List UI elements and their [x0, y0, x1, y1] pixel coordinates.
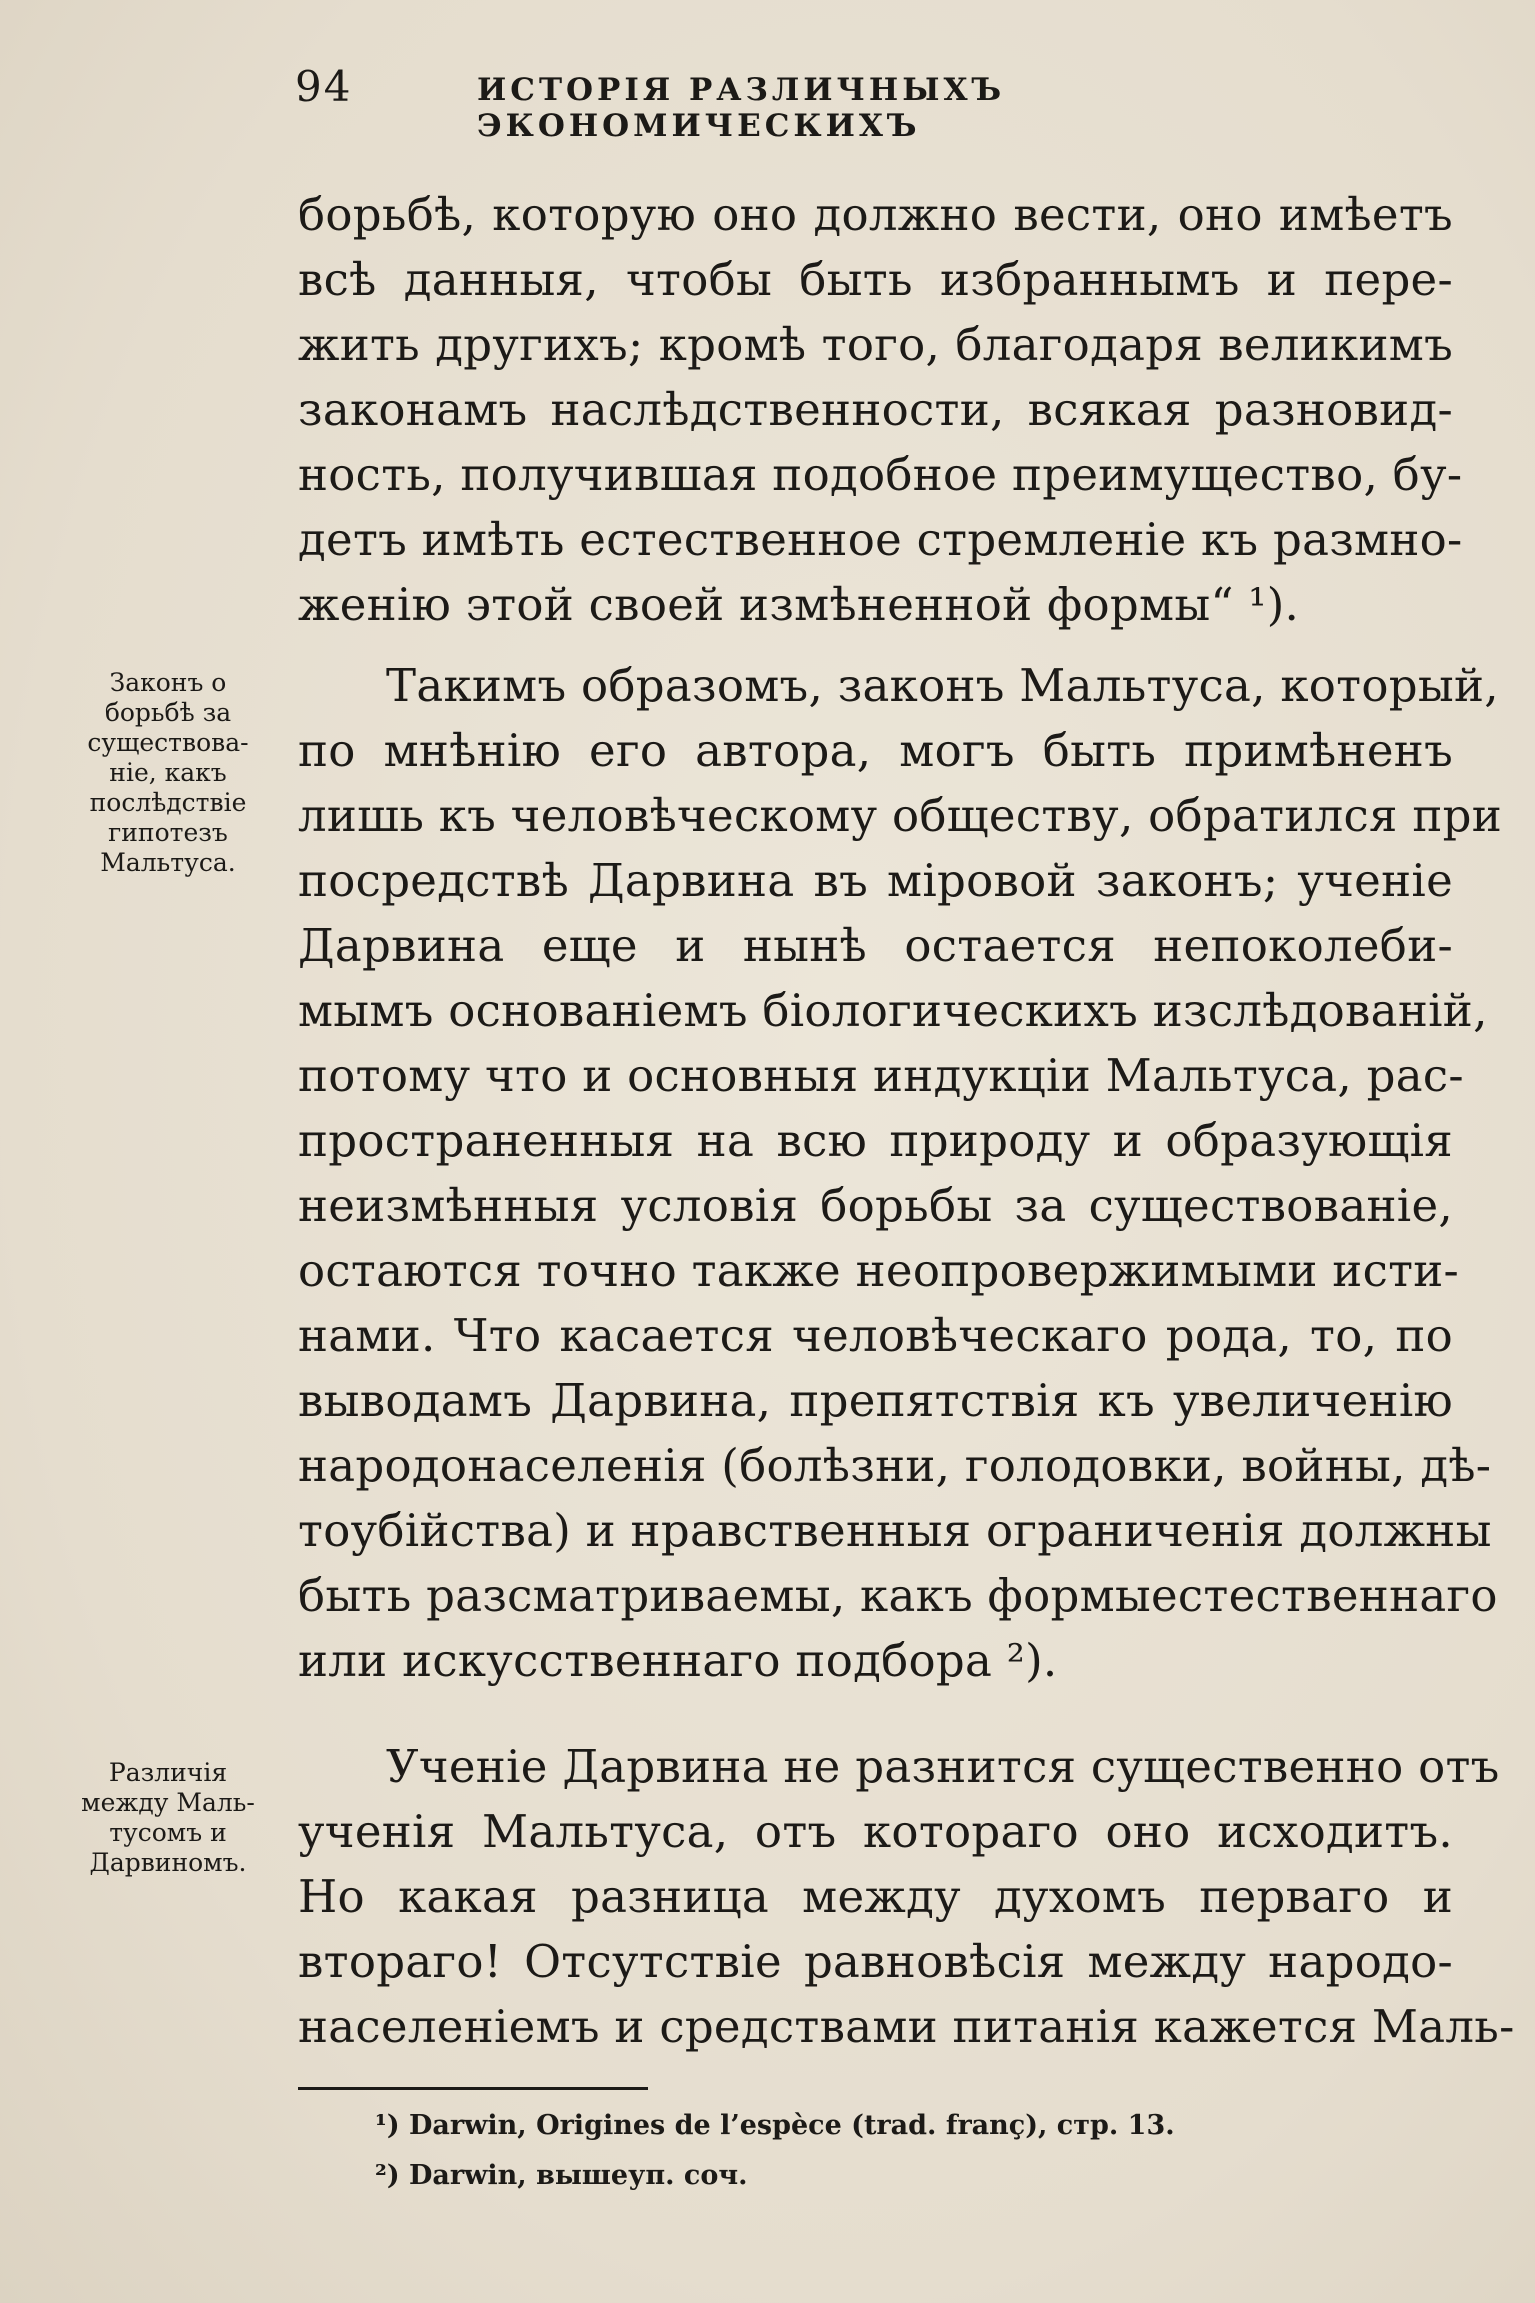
running-head: ИСТОРІЯ РАЗЛИЧНЫХЪ ЭКОНОМИЧЕСКИХЪ [477, 72, 1006, 144]
margin-note-line: Различія [108, 1758, 228, 1787]
margin-note-line: Мальтуса. [100, 848, 236, 877]
margin-note-line: борьбѣ за [104, 698, 232, 727]
text-line: по мнѣнію его автора, могъ быть примѣненъ [298, 724, 1453, 777]
text-line: лишь къ человѣческому обществу, обратился при [298, 789, 1503, 842]
text-line: борьбѣ, которую оно должно вести, оно имѣетъ [298, 188, 1453, 241]
text-line: женію этой своей измѣненной формы“ ¹). [298, 578, 1300, 631]
text-line: ность, получившая подобное преимущество, бу- [298, 448, 1463, 501]
text-line: народонаселенія (болѣзни, голодовки, войны, дѣ- [298, 1439, 1492, 1492]
text-line: детъ имѣть естественное стремленіе къ размно- [298, 513, 1463, 566]
text-line: посредствѣ Дарвина въ міровой законъ; ученіе [298, 854, 1453, 907]
text-line: втораго! Отсутствіе равновѣсія между народо- [298, 1935, 1453, 1988]
margin-note-line: Законъ о [109, 668, 227, 697]
page-number: 94 [295, 62, 353, 111]
text-line: ученія Мальтуса, отъ котораго оно исходитъ. [298, 1805, 1453, 1858]
text-line: населеніемъ и средствами питанія кажется Маль- [298, 2000, 1515, 2053]
text-line: мымъ основаніемъ біологическихъ изслѣдованій, [298, 984, 1488, 1037]
footnote-rule [298, 2087, 648, 2090]
margin-note-line: Дарвиномъ. [89, 1848, 247, 1877]
margin-note-line: тусомъ и [109, 1818, 227, 1847]
margin-note-line: ніе, какъ [109, 758, 227, 787]
text-line: законамъ наслѣдственности, всякая разновид- [298, 383, 1453, 436]
footnote-2: ²) Darwin, вышеуп. соч. [375, 2160, 748, 2191]
text-line: остаются точно также неопровержимыми исти- [298, 1244, 1460, 1297]
text-line: быть разсматриваемы, какъ формыестественнаго [298, 1569, 1498, 1622]
text-line: тоубійства) и нравственныя ограниченія должны [298, 1504, 1492, 1557]
margin-note-line: между Маль- [81, 1788, 255, 1817]
text-line: нами. Что касается человѣческаго рода, то, по [298, 1309, 1453, 1362]
paragraph-first-line: Такимъ образомъ, законъ Мальтуса, который, [386, 659, 1499, 712]
text-line: пространенныя на всю природу и образующія [298, 1114, 1453, 1167]
text-line: выводамъ Дарвина, препятствія къ увеличенію [298, 1374, 1453, 1427]
footnote-1: ¹) Darwin, Origines de l’espèce (trad. franç), стр. 13. [375, 2110, 1175, 2141]
margin-note-struggle-law [58, 668, 278, 878]
margin-note-line: существова- [87, 728, 249, 757]
text-line: Дарвина еще и нынѣ остается непоколеби- [298, 919, 1453, 972]
margin-note-line: гипотезъ [108, 818, 228, 847]
page-header [295, 62, 1455, 144]
paragraph-first-line: Ученіе Дарвина не разнится существенно отъ [386, 1740, 1500, 1793]
text-line: Но какая разница между духомъ перваго и [298, 1870, 1453, 1923]
text-line: всѣ данныя, чтобы быть избраннымъ и пере- [298, 253, 1453, 306]
text-line: неизмѣнныя условія борьбы за существованіе, [298, 1179, 1453, 1232]
margin-note-differences [58, 1758, 278, 1878]
text-line: жить другихъ; кромѣ того, благодаря великимъ [298, 318, 1453, 371]
text-line: потому что и основныя индукціи Мальтуса, рас- [298, 1049, 1464, 1102]
text-line: или искусственнаго подбора ²). [298, 1634, 1058, 1687]
margin-note-line: послѣдствіе [89, 788, 247, 817]
